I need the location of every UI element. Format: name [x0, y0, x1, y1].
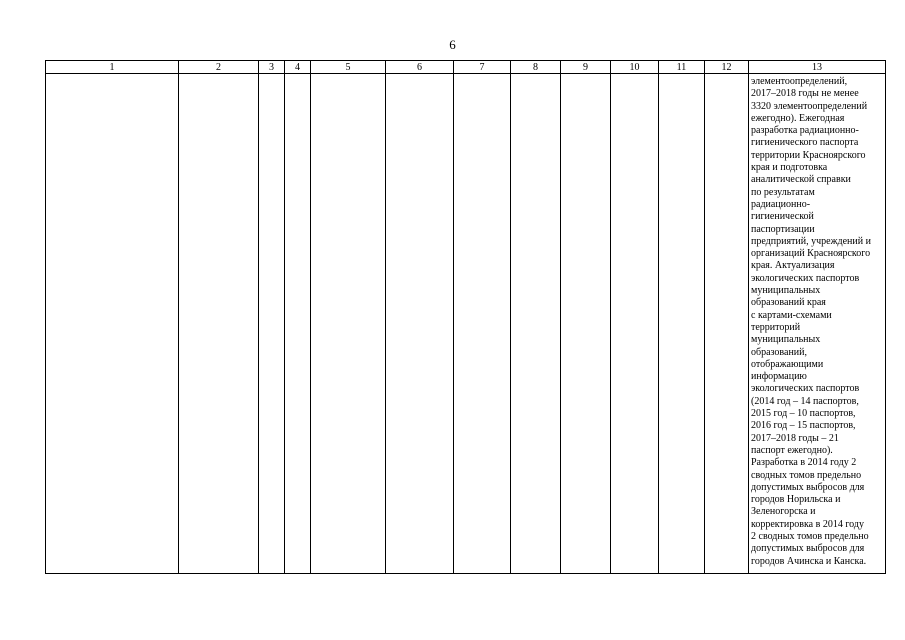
column-header-3: 3 — [259, 61, 285, 74]
text-line: предприятий, учреждений и — [751, 235, 871, 247]
text-line: 2017–2018 годы не менее — [751, 88, 859, 100]
column-header-6: 6 — [386, 61, 454, 74]
column-header-9: 9 — [561, 61, 611, 74]
table-cell-6 — [386, 74, 454, 574]
text-line: информацию — [751, 371, 807, 383]
text-line: 2016 год – 15 паспортов, — [751, 420, 856, 432]
table-cell-5 — [311, 74, 386, 574]
table-cell-8 — [511, 74, 561, 574]
column-13-text — [749, 74, 885, 568]
table-cell-7 — [454, 74, 511, 574]
table-cell-11 — [659, 74, 705, 574]
text-line: паспорт ежегодно). — [751, 444, 833, 456]
table-cell-4 — [285, 74, 311, 574]
text-line: элементоопределений, — [751, 76, 848, 87]
table-cell-2 — [179, 74, 259, 574]
column-header-2: 2 — [179, 61, 259, 74]
text-line: городов Норильска и — [751, 494, 841, 506]
table-cell-1 — [46, 74, 179, 574]
table-cell-13 — [749, 74, 886, 574]
text-line: организаций Красноярского — [751, 248, 871, 260]
column-header-5: 5 — [311, 61, 386, 74]
text-line: экологических паспортов — [751, 272, 860, 284]
text-line: отображающими — [751, 358, 824, 370]
text-line: гигиенического паспорта — [751, 137, 859, 149]
table-row — [46, 74, 886, 574]
text-line: разработка радиационно- — [751, 125, 859, 137]
text-line: ежегодно). Ежегодная — [751, 112, 845, 124]
text-line: территорий — [751, 321, 801, 333]
text-line: муниципальных — [751, 334, 821, 346]
text-line: Зеленогорска и — [751, 506, 816, 518]
text-line: паспортизации — [751, 223, 815, 235]
data-table — [45, 60, 886, 574]
table-cell-3 — [259, 74, 285, 574]
column-header-1: 1 — [46, 61, 179, 74]
text-line: 2017–2018 годы – 21 — [751, 432, 839, 444]
text-line: корректировка в 2014 году — [751, 518, 864, 530]
text-line: допустимых выбросов для — [751, 481, 865, 493]
text-line: (2014 год – 14 паспортов, — [751, 395, 859, 407]
text-line: с картами-схемами — [751, 309, 832, 321]
text-line: по результатам — [751, 186, 815, 198]
text-line: аналитической справки — [751, 174, 851, 186]
text-line: образований края — [751, 297, 826, 309]
column-header-12: 12 — [705, 61, 749, 74]
text-line: образований, — [751, 346, 808, 358]
table-cell-10 — [611, 74, 659, 574]
text-line: 3320 элементоопределений — [751, 100, 868, 112]
text-line: радиационно- — [751, 198, 811, 210]
text-line: края. Актуализация — [751, 260, 835, 272]
text-line: 2015 год – 10 паспортов, — [751, 408, 856, 420]
text-line: края и подготовка — [751, 162, 828, 174]
text-line: гигиенической — [751, 211, 814, 223]
column-header-7: 7 — [454, 61, 511, 74]
text-line: Разработка в 2014 году 2 — [751, 457, 857, 469]
column-header-11: 11 — [659, 61, 705, 74]
text-line: городов Ачинска и Канска. — [751, 555, 867, 567]
text-line: муниципальных — [751, 285, 821, 297]
text-line: сводных томов предельно — [751, 469, 862, 481]
text-line: допустимых выбросов для — [751, 543, 865, 555]
header-row — [46, 61, 886, 74]
column-header-4: 4 — [285, 61, 311, 74]
column-header-13: 13 — [749, 61, 886, 74]
column-header-8: 8 — [511, 61, 561, 74]
table-cell-9 — [561, 74, 611, 574]
text-line: территории Красноярского — [751, 149, 866, 161]
column-header-10: 10 — [611, 61, 659, 74]
page-number: 6 — [449, 37, 456, 52]
text-line: 2 сводных томов предельно — [751, 530, 869, 542]
table-cell-12 — [705, 74, 749, 574]
text-line: экологических паспортов — [751, 383, 860, 395]
